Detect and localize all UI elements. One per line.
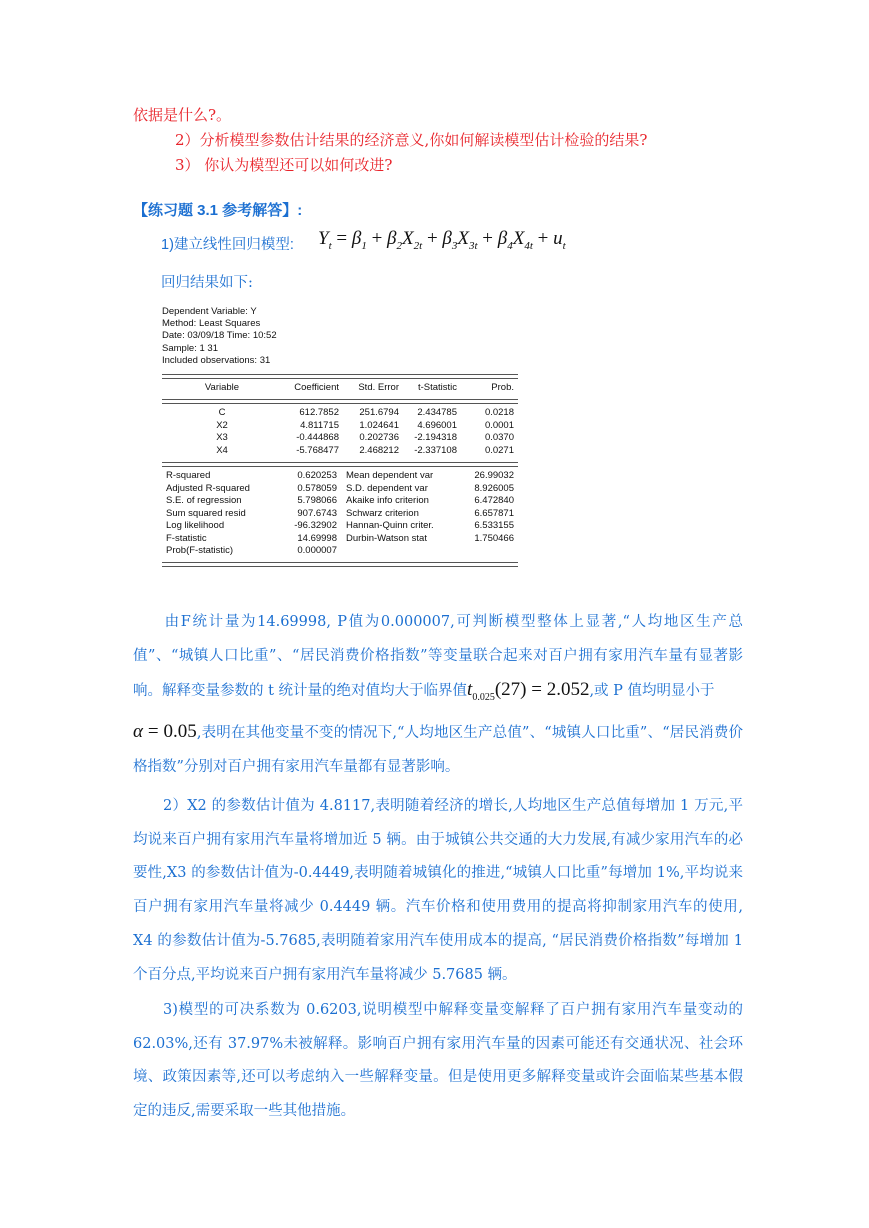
paragraph-interpretation xyxy=(133,790,743,992)
cell: 2.434785 xyxy=(417,407,457,418)
cell: 14.69998 xyxy=(297,532,337,544)
cell: 1.024641 xyxy=(359,419,399,431)
cell: R-squared xyxy=(166,470,211,481)
cell: -5.768477 xyxy=(296,444,339,456)
paragraph-text: 3)模型的可决系数为 0.6203,说明模型中解释变量变解释了百户拥有家用汽车量变动的 62.03%,还有 37.97%未被解释。影响百户拥有家用汽车量的因素可能还有交通状况、社会环境、政策因素等,还可以考虑纳入一些解释变量。但是使用更多解释变量或许会面临某些基本假定的违反,需要采取一些其他措施。 xyxy=(133,1002,743,1120)
question-1-tail: 依据是什么?。 xyxy=(133,106,232,124)
cell: 6.657871 xyxy=(474,507,514,519)
table-row xyxy=(162,432,518,444)
cell: F-statistic xyxy=(166,532,207,544)
paragraph-improvement xyxy=(133,994,743,1129)
cell: X4 xyxy=(216,444,228,456)
cell: -96.32902 xyxy=(294,520,337,531)
cell: S.D. dependent var xyxy=(346,482,428,494)
cell: Durbin-Watson stat xyxy=(346,532,427,544)
table-row xyxy=(162,445,518,457)
regression-header xyxy=(162,306,518,367)
cell: 5.798066 xyxy=(297,495,337,506)
paragraph-text: ,或 P 值均明显小于 xyxy=(589,683,715,700)
table-row xyxy=(162,407,518,419)
cell: 6.533155 xyxy=(474,520,514,531)
answer-heading: 【练习题 3.1 参考解答】: xyxy=(133,202,303,219)
col-header: Prob. xyxy=(491,382,514,393)
cell: 0.578059 xyxy=(297,482,337,494)
stat-row xyxy=(162,470,518,482)
stat-row xyxy=(162,483,518,495)
paragraph-text: ,表明在其他变量不变的情况下,“人均地区生产总值”、“城镇人口比重”、“居民消费价格指数”分别对百户拥有家用汽车量都有显著影响。 xyxy=(133,724,744,775)
header-line: Dependent Variable: Y xyxy=(162,306,257,317)
cell: Adjusted R-squared xyxy=(166,482,250,494)
cell: X3 xyxy=(216,432,228,443)
cell: 1.750466 xyxy=(474,532,514,544)
cell: 907.6743 xyxy=(297,507,337,519)
question-2: 2）分析模型参数估计结果的经济意义,你如何解读模型估计检验的结果? xyxy=(175,131,648,149)
divider xyxy=(162,562,518,567)
critical-value-formula: $t_{0.025}(27) = 2.052$ xyxy=(467,679,590,704)
cell: -2.337108 xyxy=(414,444,457,456)
col-header: Std. Error xyxy=(358,382,399,393)
cell: 0.202736 xyxy=(359,432,399,443)
divider xyxy=(162,462,518,467)
cell: X2 xyxy=(216,419,228,431)
table-row xyxy=(162,420,518,432)
cell: 251.6794 xyxy=(359,407,399,418)
cell: 4.811715 xyxy=(300,419,339,431)
col-header: t-Statistic xyxy=(417,382,457,393)
cell: 0.0271 xyxy=(484,444,514,456)
col-header: Variable xyxy=(204,382,240,393)
cell: -0.444868 xyxy=(296,432,339,443)
cell: 0.0218 xyxy=(484,407,514,418)
cell: 0.000007 xyxy=(297,545,337,556)
model-equation: $Y_t = \beta_1 + \beta_2X_{2t} + \beta_3X_{3t} + \beta_4X_{4t} + u_t$ xyxy=(318,228,566,252)
results-label: 回归结果如下: xyxy=(161,275,253,291)
stat-row xyxy=(162,495,518,507)
cell: Log likelihood xyxy=(166,520,225,531)
cell: S.E. of regression xyxy=(166,495,242,506)
cell: Mean dependent var xyxy=(346,470,434,481)
divider xyxy=(162,399,518,404)
cell: 2.468212 xyxy=(359,444,399,456)
header-line: Included observations: 31 xyxy=(162,354,271,366)
header-line: Method: Least Squares xyxy=(162,318,261,330)
paragraph-text: 由F统计量为14.69998, P值为0.000007,可判断模型整体上显著,“人均地区生产总值”、“城镇人口比重”、“居民消费价格指数”等变量联合起来对百户拥有家用汽车量有显著影响。解释变量参数的 t 统计量的绝对值均大于临界值 xyxy=(133,614,743,700)
stat-row xyxy=(162,520,518,532)
cell: 6.472840 xyxy=(474,495,514,506)
header-line: Date: 03/09/18 Time: 10:52 xyxy=(162,330,277,342)
cell: 4.696001 xyxy=(417,419,457,431)
cell: C xyxy=(218,407,226,418)
cell: 612.7852 xyxy=(299,407,339,418)
cell: Hannan-Quinn criter. xyxy=(346,520,434,531)
cell: Prob(F-statistic) xyxy=(166,545,234,556)
cell: 0.620253 xyxy=(297,470,337,481)
stat-row xyxy=(162,508,518,520)
cell: Schwarz criterion xyxy=(346,507,419,519)
paragraph-text: 2）X2 的参数估计值为 4.8117,表明随着经济的增长,人均地区生产总值每增加 1 万元,平均说来百户拥有家用汽车量将增加近 5 辆。由于城镇公共交通的大力发展,有减少家用汽车的必要性,X3 的参数估计值为-0.4449,表明随着城镇化的推进,“城镇人口比重”每增加 1%,平均说来百户拥有家用汽车量将减少 0.4449 辆。汽车价格和使用费用的提高将抑制家用汽车的使用, X4 的参数估计值为-5.7685,表明随着家用汽车使用成本的提高, “居民消费价格指数”每增加 1 个百分点,平均说来百户拥有家用汽车量将减少 5.7685 辆。 xyxy=(133,798,743,983)
model-label: 1)建立线性回归模型: xyxy=(161,237,294,253)
header-line: Sample: 1 31 xyxy=(162,342,218,354)
col-header: Coefficient xyxy=(294,382,339,393)
stat-row xyxy=(162,545,518,557)
cell: 0.0001 xyxy=(484,419,514,431)
cell: 0.0370 xyxy=(484,432,514,443)
paragraph-significance xyxy=(133,606,743,784)
alpha-formula: α = 0.05 xyxy=(133,720,197,742)
cell: -2.194318 xyxy=(414,432,457,443)
cell: Akaike info criterion xyxy=(346,495,429,506)
cell: 8.926005 xyxy=(474,482,514,494)
cell: 26.99032 xyxy=(474,470,514,481)
regression-output xyxy=(162,306,518,556)
column-headers xyxy=(162,382,518,394)
question-3: 3） 你认为模型还可以如何改进? xyxy=(175,156,393,174)
divider xyxy=(162,374,518,379)
stat-row xyxy=(162,533,518,545)
cell: Sum squared resid xyxy=(166,507,246,519)
